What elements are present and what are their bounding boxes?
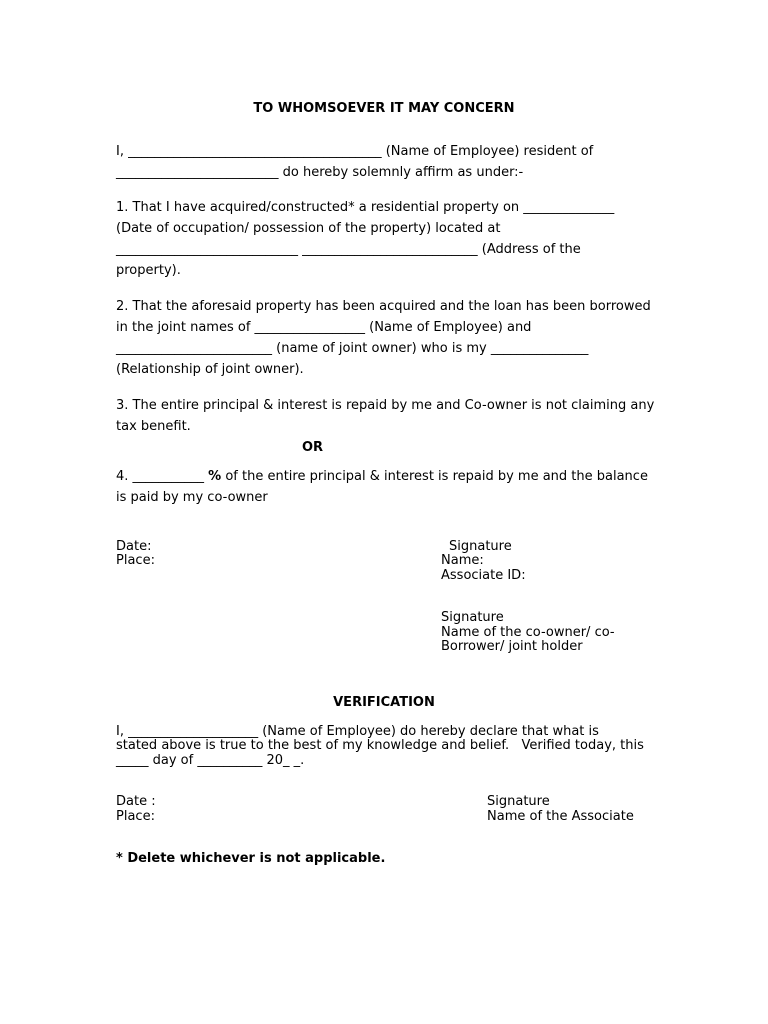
associate-name-label: Name of the Associate — [487, 809, 634, 824]
employee-name-label: Name: — [441, 553, 484, 568]
clause-4-prefix: 4. ___________ — [116, 469, 209, 484]
clause-2-line-3: ________________________ (name of joint owner) who is my _______________ — [116, 341, 589, 356]
coowner-name-line-1: Name of the co-owner/ co- — [441, 625, 615, 640]
verification-place-label: Place: — [116, 809, 155, 824]
coowner-signature-label: Signature — [441, 610, 504, 625]
document-title: TO WHOMSOEVER IT MAY CONCERN — [253, 101, 515, 116]
clause-4-percent: % — [208, 469, 222, 484]
clause-4-line-1 — [116, 469, 648, 484]
clause-2-line-2: in the joint names of _________________ (Name of Employee) and — [116, 320, 532, 335]
verification-line-3: _____ day of __________ 20_ _. — [116, 753, 305, 768]
intro-line-1: I, _______________________________________ (Name of Employee) resident of — [116, 144, 594, 159]
clause-2-line-4: (Relationship of joint owner). — [116, 362, 304, 377]
or-label: OR — [302, 440, 324, 455]
coowner-name-line-2: Borrower/ joint holder — [441, 639, 583, 654]
employee-signature-label: Signature — [449, 539, 512, 554]
associate-id-label: Associate ID: — [441, 568, 526, 583]
clause-1-line-2: (Date of occupation/ possession of the property) located at — [116, 221, 501, 236]
verification-signature-label: Signature — [487, 794, 550, 809]
clause-4-line-2: is paid by my co-owner — [116, 490, 268, 505]
verification-line-1: I, ____________________ (Name of Employee) do hereby declare that what is — [116, 724, 599, 739]
clause-4-rest: of the entire principal & interest is repaid by me and the balance — [221, 469, 648, 484]
intro-line-2: _________________________ do hereby solemnly affirm as under:- — [116, 165, 524, 180]
verification-heading: VERIFICATION — [333, 695, 435, 710]
clause-1-line-4: property). — [116, 263, 181, 278]
clause-3-line-1: 3. The entire principal & interest is repaid by me and Co-owner is not claiming any — [116, 398, 655, 413]
verification-line-2: stated above is true to the best of my knowledge and belief. Verified today, this — [116, 738, 644, 753]
verification-date-label: Date : — [116, 794, 156, 809]
clause-2-line-1: 2. That the aforesaid property has been acquired and the loan has been borrowed — [116, 299, 651, 314]
clause-3-line-2: tax benefit. — [116, 419, 191, 434]
date-label: Date: — [116, 539, 152, 554]
place-label: Place: — [116, 553, 155, 568]
clause-1-line-1: 1. That I have acquired/constructed* a residential property on ______________ — [116, 200, 615, 215]
clause-1-line-3: ____________________________ ___________________________ (Address of the — [116, 242, 581, 257]
footnote: * Delete whichever is not applicable. — [116, 851, 386, 866]
